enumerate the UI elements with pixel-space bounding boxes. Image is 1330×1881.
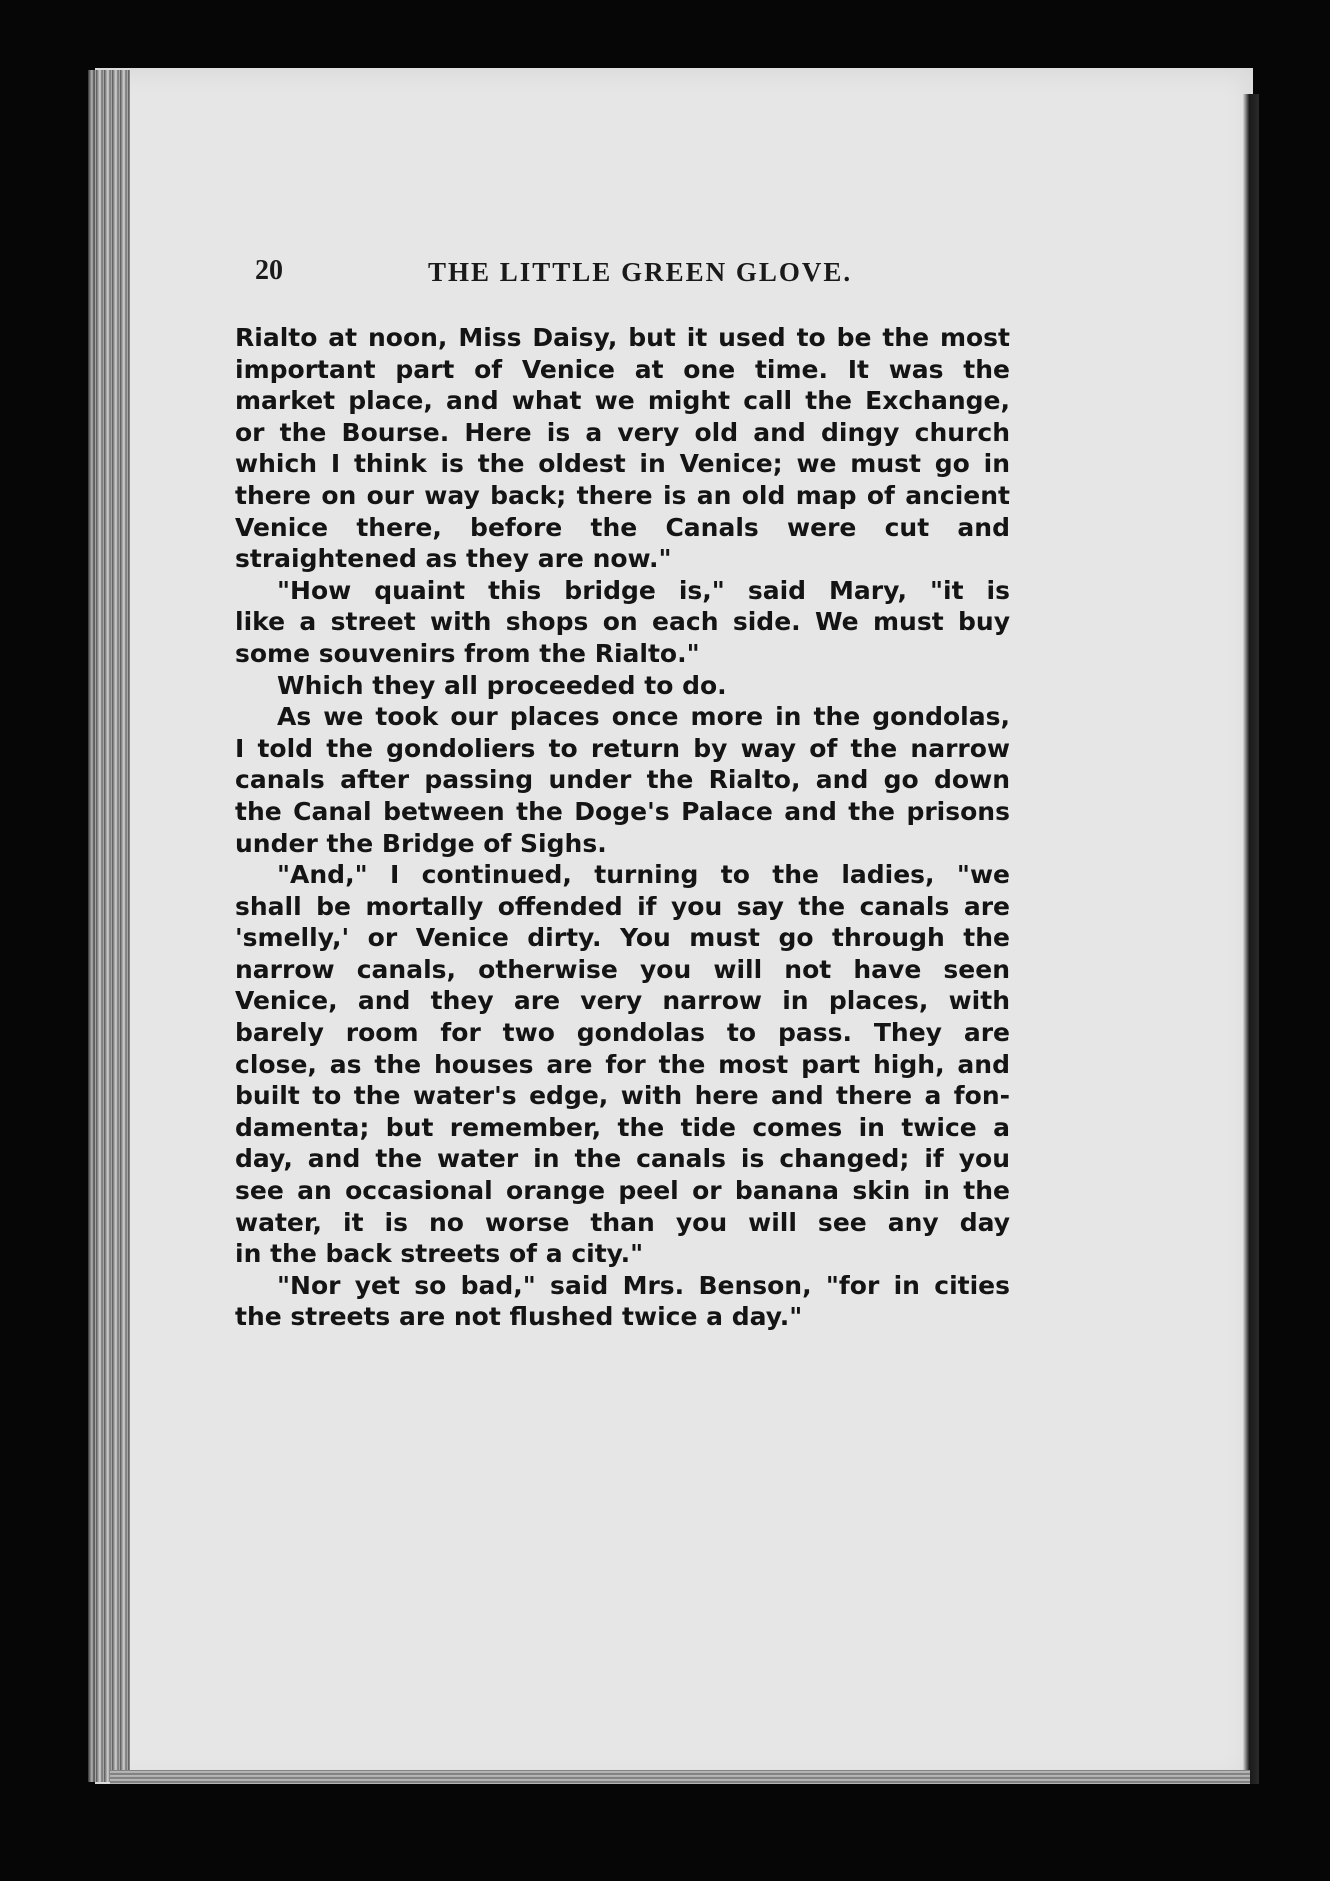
- text-line: water, it is no worse than you will see any day: [235, 1207, 1010, 1237]
- text-line: under the Bridge of Sighs.: [235, 828, 607, 858]
- text-line: some souvenirs from the Rialto.": [235, 638, 700, 668]
- text-line: As we took our places once more in the gondolas,: [277, 702, 1010, 732]
- page-edge-bottom: [110, 1770, 1250, 1784]
- text-line: close, as the houses are for the most part high, and: [235, 1049, 1010, 1079]
- running-title: THE LITTLE GREEN GLOVE.: [428, 257, 853, 287]
- text-line: important part of Venice at one time. It was the: [235, 354, 1010, 384]
- page-edge-right: [1243, 94, 1259, 1784]
- text-line: the Canal between the Doge's Palace and the prisons: [235, 796, 1010, 826]
- text-line: Venice there, before the Canals were cut and: [235, 512, 1010, 542]
- text-line: there on our way back; there is an old map of ancient: [235, 480, 1010, 510]
- text-line: which I think is the oldest in Venice; we must go in: [235, 449, 1010, 479]
- page-number: 20: [255, 255, 283, 286]
- text-line: Venice, and they are very narrow in places, with: [235, 986, 1010, 1016]
- text-line: see an occasional orange peel or banana skin in the: [235, 1176, 1010, 1206]
- text-line: "Nor yet so bad," said Mrs. Benson, "for in cities: [277, 1270, 1010, 1300]
- book-binding-gutter: [88, 70, 130, 1782]
- text-line: "And," I continued, turning to the ladies, "we: [277, 860, 1010, 890]
- text-line: the streets are not flushed twice a day.": [235, 1302, 803, 1332]
- text-line: damenta; but remember, the tide comes in twice a: [235, 1112, 1010, 1142]
- text-line: straightened as they are now.": [235, 544, 672, 574]
- text-line: market place, and what we might call the Exchange,: [235, 386, 1010, 416]
- text-line: I told the gondoliers to return by way of the narrow: [235, 733, 1010, 763]
- text-line: like a street with shops on each side. We must buy: [235, 607, 1010, 637]
- text-line: Rialto at noon, Miss Daisy, but it used to be the most: [235, 323, 1010, 352]
- text-line: canals after passing under the Rialto, and go down: [235, 765, 1010, 795]
- text-line: 'smelly,' or Venice dirty. You must go through the: [235, 923, 1010, 953]
- text-line: day, and the water in the canals is changed; if you: [235, 1144, 1010, 1174]
- text-line: built to the water's edge, with here and there a fon-: [235, 1081, 1010, 1111]
- text-line: in the back streets of a city.": [235, 1239, 644, 1269]
- text-line: barely room for two gondolas to pass. They are: [235, 1018, 1010, 1048]
- text-line: "How quaint this bridge is," said Mary, "it is: [277, 575, 1010, 605]
- body-text: [235, 322, 1010, 1333]
- text-line: shall be mortally offended if you say the canals are: [235, 891, 1010, 921]
- text-line: or the Bourse. Here is a very old and dingy church: [235, 417, 1010, 447]
- running-head: [0, 255, 1330, 295]
- text-line: narrow canals, otherwise you will not have seen: [235, 954, 1010, 984]
- text-line: Which they all proceeded to do.: [277, 670, 727, 700]
